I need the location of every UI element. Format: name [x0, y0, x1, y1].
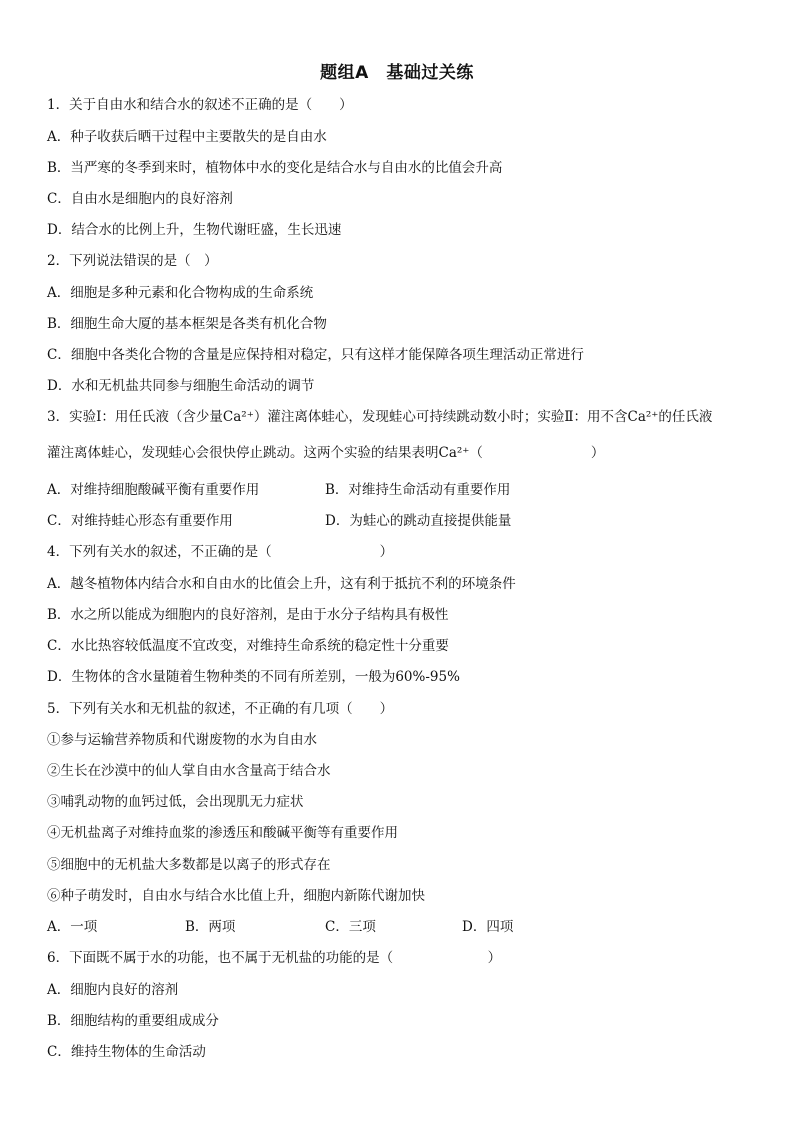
question-2-stem: 2．下列说法错误的是（ ）	[47, 253, 218, 269]
question-4-stem: 4．下列有关水的叙述，不正确的是（ ）	[47, 544, 394, 560]
question-2-option-c: C．细胞中各类化合物的含量是应保持相对稳定，只有这样才能保障各项生理活动正常进行	[47, 347, 584, 363]
question-2-option-b: B．细胞生命大厦的基本框架是各类有机化合物	[47, 316, 327, 332]
question-5-statement-3: ③哺乳动物的血钙过低，会出现肌无力症状	[47, 794, 304, 810]
question-1-option-a: A．种子收获后晒干过程中主要散失的是自由水	[47, 129, 327, 145]
question-4-option-a: A．越冬植物体内结合水和自由水的比值会上升，这有利于抵抗不利的环境条件	[47, 576, 516, 592]
question-5-statement-1: ①参与运输营养物质和代谢废物的水为自由水	[47, 732, 317, 748]
question-3-stem-line-1: 3．实验Ⅰ：用任氏液（含少量Ca²⁺）灌注离体蛙心，发现蛙心可持续跳动数小时；实验Ⅱ：用不含Ca²⁺的任氏液	[47, 409, 713, 425]
question-3-option-b: B．对维持生命活动有重要作用	[325, 482, 511, 498]
question-1-option-d: D．结合水的比例上升，生物代谢旺盛，生长迅速	[47, 222, 342, 238]
question-6-option-b: B．细胞结构的重要组成成分	[47, 1013, 219, 1029]
question-1-option-c: C．自由水是细胞内的良好溶剂	[47, 191, 233, 207]
question-5-option-b: B．两项	[185, 919, 236, 935]
page-title: 题组A 基础过关练	[320, 63, 474, 83]
question-6-option-a: A．细胞内良好的溶剂	[47, 982, 179, 998]
question-3-stem-line-2: 灌注离体蛙心，发现蛙心会很快停止跳动。这两个实验的结果表明Ca²⁺（ ）	[47, 445, 605, 461]
question-1-stem: 1．关于自由水和结合水的叙述不正确的是（ ）	[47, 97, 353, 113]
question-5-statement-4: ④无机盐离子对维持血浆的渗透压和酸碱平衡等有重要作用	[47, 825, 398, 841]
question-4-option-d: D．生物体的含水量随着生物种类的不同有所差别，一般为60%-95%	[47, 669, 460, 685]
question-3-option-c: C．对维持蛙心形态有重要作用	[47, 513, 233, 529]
question-6-option-c: C．维持生物体的生命活动	[47, 1044, 206, 1060]
question-5-option-a: A．一项	[47, 919, 98, 935]
question-3-option-a: A．对维持细胞酸碱平衡有重要作用	[47, 482, 260, 498]
question-5-statement-6: ⑥种子萌发时，自由水与结合水比值上升，细胞内新陈代谢加快	[47, 888, 425, 904]
question-5-option-d: D．四项	[462, 919, 514, 935]
question-4-option-c: C．水比热容较低温度不宜改变，对维持生命系统的稳定性十分重要	[47, 638, 449, 654]
question-2-option-d: D．水和无机盐共同参与细胞生命活动的调节	[47, 378, 315, 394]
question-2-option-a: A．细胞是多种元素和化合物构成的生命系统	[47, 285, 314, 301]
question-6-stem: 6．下面既不属于水的功能，也不属于无机盐的功能的是（ ）	[47, 950, 502, 966]
question-1-option-b: B．当严寒的冬季到来时，植物体中水的变化是结合水与自由水的比值会升高	[47, 160, 503, 176]
question-5-statement-5: ⑤细胞中的无机盐大多数都是以离子的形式存在	[47, 857, 331, 873]
question-5-option-c: C．三项	[325, 919, 376, 935]
question-4-option-b: B．水之所以能成为细胞内的良好溶剂，是由于水分子结构具有极性	[47, 607, 449, 623]
question-3-option-d: D．为蛙心的跳动直接提供能量	[325, 513, 512, 529]
question-5-statement-2: ②生长在沙漠中的仙人掌自由水含量高于结合水	[47, 763, 331, 779]
question-5-stem: 5．下列有关水和无机盐的叙述，不正确的有几项（ ）	[47, 701, 394, 717]
